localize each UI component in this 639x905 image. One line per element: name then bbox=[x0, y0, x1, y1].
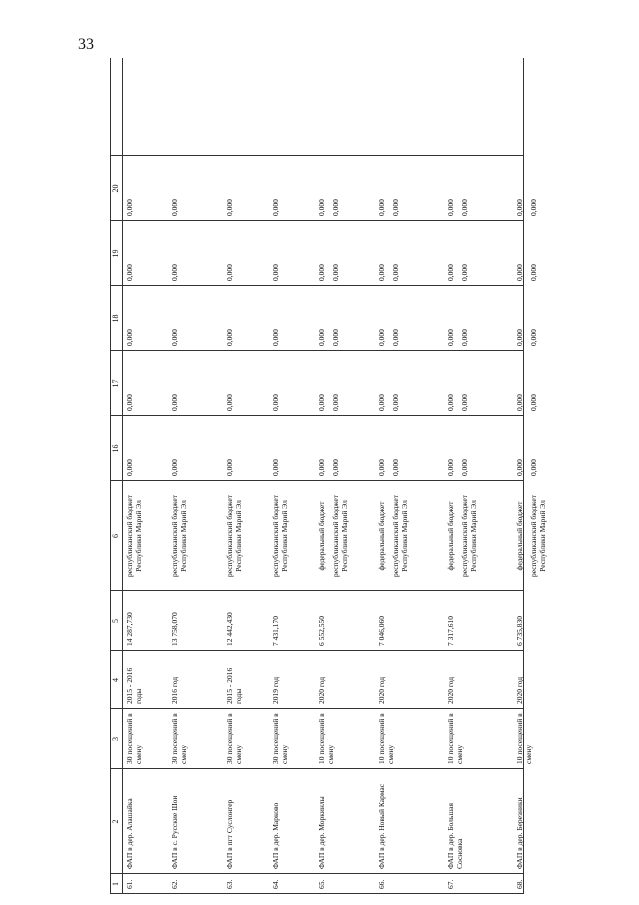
budget-value: 0,000 bbox=[317, 264, 326, 281]
budget-value: 0,000 bbox=[317, 329, 326, 346]
table-cell-capacity: 30 посещений в смену bbox=[225, 713, 243, 764]
budget-source-label: республиканский бюджет Республики Марий Эл bbox=[529, 495, 547, 577]
table-cell-cost: 7 431,170 bbox=[271, 616, 280, 646]
budget-value: 0,000 bbox=[317, 459, 326, 476]
budget-value: 0,000 bbox=[170, 329, 179, 346]
column-divider bbox=[110, 155, 523, 156]
budget-value: 0,000 bbox=[271, 394, 280, 411]
budget-value: 0,000 bbox=[515, 264, 524, 281]
budget-value: 0,000 bbox=[377, 329, 386, 346]
budget-value: 0,000 bbox=[170, 199, 179, 216]
table-cell-capacity: 10 посещений в смену bbox=[446, 713, 464, 764]
budget-value: 0,000 bbox=[331, 329, 340, 346]
table-cell-period: 2020 год bbox=[515, 676, 524, 704]
table-cell-cost: 13 758,070 bbox=[170, 612, 179, 646]
budget-value: 0,000 bbox=[446, 459, 455, 476]
table-cell-period: 2020 год bbox=[446, 676, 455, 704]
budget-value: 0,000 bbox=[460, 459, 469, 476]
column-header: 19 bbox=[111, 249, 120, 258]
budget-value: 0,000 bbox=[225, 199, 234, 216]
column-divider bbox=[110, 480, 523, 481]
column-header: 6 bbox=[111, 534, 120, 538]
budget-value: 0,000 bbox=[271, 264, 280, 281]
budget-value: 0,000 bbox=[377, 459, 386, 476]
column-header: 3 bbox=[111, 737, 120, 741]
budget-value: 0,000 bbox=[515, 329, 524, 346]
budget-value: 0,000 bbox=[225, 329, 234, 346]
table-cell-cost: 7 046,060 bbox=[377, 616, 386, 646]
table-cell-capacity: 10 посещений в смену bbox=[515, 713, 533, 764]
page-number: 33 bbox=[78, 36, 94, 53]
budget-value: 0,000 bbox=[515, 199, 524, 216]
row-divider bbox=[122, 58, 123, 894]
budget-source-label: республиканский бюджет Республики Марий Эл bbox=[331, 495, 349, 577]
table-cell-name: ФАП в пгт Суслонгер bbox=[225, 799, 234, 869]
table-cell-name: ФАП в дер. Марково bbox=[271, 802, 280, 869]
budget-value: 0,000 bbox=[170, 394, 179, 411]
budget-source-label: федеральный бюджет bbox=[446, 501, 455, 571]
budget-value: 0,000 bbox=[460, 329, 469, 346]
column-divider bbox=[110, 415, 523, 416]
budget-value: 0,000 bbox=[515, 459, 524, 476]
table-cell-capacity: 10 посещений в смену bbox=[377, 713, 395, 764]
budget-source-label: республиканский бюджет Республики Марий Эл bbox=[271, 495, 289, 577]
column-header: 4 bbox=[111, 678, 120, 682]
budget-value: 0,000 bbox=[331, 459, 340, 476]
column-divider bbox=[110, 768, 523, 769]
table-cell-num: 63. bbox=[225, 879, 234, 889]
budget-value: 0,000 bbox=[391, 329, 400, 346]
budget-value: 0,000 bbox=[125, 459, 134, 476]
table-cell-capacity: 10 посещений в смену bbox=[317, 713, 335, 764]
budget-value: 0,000 bbox=[460, 199, 469, 216]
budget-value: 0,000 bbox=[331, 264, 340, 281]
table-cell-capacity: 30 посещений в смену bbox=[125, 713, 143, 764]
budget-source-label: федеральный бюджет bbox=[317, 501, 326, 571]
column-header: 1 bbox=[111, 882, 120, 886]
budget-value: 0,000 bbox=[377, 264, 386, 281]
budget-value: 0,000 bbox=[529, 459, 538, 476]
table-cell-num: 61. bbox=[125, 879, 134, 889]
column-header: 5 bbox=[111, 619, 120, 623]
budget-value: 0,000 bbox=[317, 199, 326, 216]
table-cell-period: 2015 - 2016 годы bbox=[125, 667, 143, 704]
table-cell-name: ФАП в дер. Березники bbox=[515, 797, 524, 869]
column-header: 2 bbox=[111, 819, 120, 824]
table-cell-name: ФАП в дер. Новый Кармас bbox=[377, 783, 386, 869]
budget-value: 0,000 bbox=[446, 264, 455, 281]
budget-value: 0,000 bbox=[125, 264, 134, 281]
budget-value: 0,000 bbox=[446, 394, 455, 411]
budget-value: 0,000 bbox=[170, 459, 179, 476]
table-cell-capacity: 30 посещений в смену bbox=[170, 713, 188, 764]
budget-value: 0,000 bbox=[225, 264, 234, 281]
budget-value: 0,000 bbox=[529, 394, 538, 411]
table-cell-period: 2016 год bbox=[170, 676, 179, 704]
budget-value: 0,000 bbox=[170, 264, 179, 281]
table-cell-cost: 6 735,830 bbox=[515, 616, 524, 646]
column-header: 20 bbox=[111, 184, 120, 193]
budget-value: 0,000 bbox=[271, 329, 280, 346]
budget-value: 0,000 bbox=[331, 199, 340, 216]
table-cell-cost: 14 287,730 bbox=[125, 612, 134, 646]
budget-value: 0,000 bbox=[331, 394, 340, 411]
column-divider bbox=[110, 220, 523, 221]
budget-source-label: федеральный бюджет bbox=[515, 501, 524, 571]
budget-value: 0,000 bbox=[225, 394, 234, 411]
table-cell-num: 68. bbox=[515, 879, 524, 889]
budget-table bbox=[110, 58, 547, 894]
budget-value: 0,000 bbox=[125, 329, 134, 346]
budget-source-label: республиканский бюджет Республики Марий Эл bbox=[125, 495, 143, 577]
table-cell-name: ФАП в дер. Алашайка bbox=[125, 798, 134, 869]
column-divider bbox=[110, 350, 523, 351]
budget-value: 0,000 bbox=[271, 459, 280, 476]
column-header: 16 bbox=[111, 444, 120, 453]
budget-value: 0,000 bbox=[377, 394, 386, 411]
table-cell-num: 62. bbox=[170, 879, 179, 889]
table-cell-name: ФАП в дер. Моркинлы bbox=[317, 796, 326, 869]
budget-value: 0,000 bbox=[125, 199, 134, 216]
table-cell-num: 67. bbox=[446, 879, 455, 889]
column-divider bbox=[110, 650, 523, 651]
column-divider bbox=[110, 708, 523, 709]
budget-value: 0,000 bbox=[225, 459, 234, 476]
table-cell-period: 2019 год bbox=[271, 676, 280, 704]
budget-value: 0,000 bbox=[446, 199, 455, 216]
budget-value: 0,000 bbox=[529, 199, 538, 216]
table-cell-period: 2020 год bbox=[377, 676, 386, 704]
row-divider bbox=[523, 58, 524, 894]
budget-value: 0,000 bbox=[515, 394, 524, 411]
budget-source-label: республиканский бюджет Республики Марий Эл bbox=[225, 495, 243, 577]
budget-value: 0,000 bbox=[391, 199, 400, 216]
budget-source-label: республиканский бюджет Республики Марий Эл bbox=[391, 495, 409, 577]
column-header: 17 bbox=[111, 379, 120, 388]
table-cell-name: ФАП в с. Русские Шои bbox=[170, 795, 179, 869]
table-cell-num: 65. bbox=[317, 879, 326, 889]
table-cell-period: 2020 год bbox=[317, 676, 326, 704]
table-cell-capacity: 30 посещений в смену bbox=[271, 713, 289, 764]
budget-value: 0,000 bbox=[125, 394, 134, 411]
budget-value: 0,000 bbox=[529, 264, 538, 281]
budget-value: 0,000 bbox=[529, 329, 538, 346]
table-cell-cost: 7 317,610 bbox=[446, 616, 455, 646]
table-cell-name: ФАП в дер. Большая Сосновка bbox=[446, 803, 464, 869]
table-cell-num: 66. bbox=[377, 879, 386, 889]
budget-value: 0,000 bbox=[271, 199, 280, 216]
budget-source-label: республиканский бюджет Республики Марий Эл bbox=[170, 495, 188, 577]
table-cell-cost: 12 442,430 bbox=[225, 612, 234, 646]
table-cell-cost: 6 552,550 bbox=[317, 616, 326, 646]
column-divider bbox=[110, 285, 523, 286]
budget-source-label: республиканский бюджет Республики Марий Эл bbox=[460, 495, 478, 577]
column-header: 18 bbox=[111, 314, 120, 323]
budget-value: 0,000 bbox=[460, 394, 469, 411]
table-cell-period: 2015 - 2016 годы bbox=[225, 667, 243, 704]
column-divider bbox=[110, 590, 523, 591]
budget-value: 0,000 bbox=[460, 264, 469, 281]
budget-value: 0,000 bbox=[391, 394, 400, 411]
budget-value: 0,000 bbox=[377, 199, 386, 216]
budget-value: 0,000 bbox=[446, 329, 455, 346]
column-divider bbox=[110, 893, 523, 894]
column-divider bbox=[110, 873, 523, 874]
budget-value: 0,000 bbox=[391, 459, 400, 476]
budget-value: 0,000 bbox=[317, 394, 326, 411]
table-cell-num: 64. bbox=[271, 879, 280, 889]
budget-value: 0,000 bbox=[391, 264, 400, 281]
budget-source-label: федеральный бюджет bbox=[377, 501, 386, 571]
